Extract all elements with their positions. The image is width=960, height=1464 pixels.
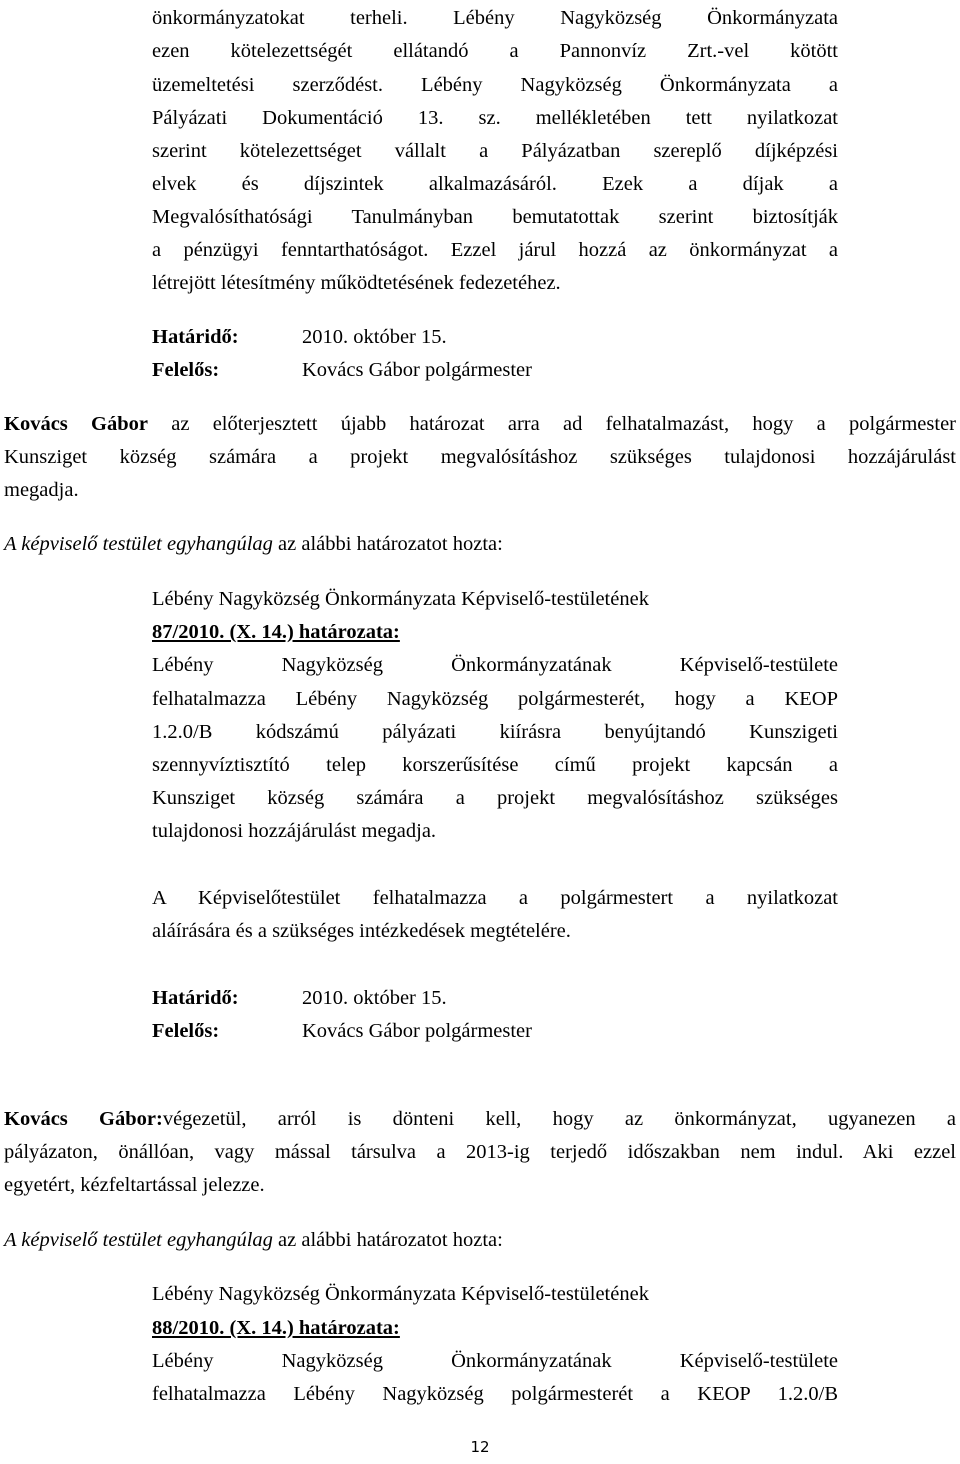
para1-line-8: a pénzügyi fenntarthatóságot. Ezzel járul hozzá az önkormányzat a xyxy=(152,239,838,261)
para1-line-1: önkormányzatokat terheli. Lébény Nagyközség Önkormányzata xyxy=(152,7,838,29)
para2-line-1 xyxy=(4,409,956,439)
responsible-label: Felelős: xyxy=(152,359,220,381)
page-number: 12 xyxy=(470,1438,490,1456)
res1-line-1: Lébény Nagyközség Önkormányzatának Képviselő-testülete xyxy=(152,654,838,676)
para1-line-2: ezen kötelezettségét ellátandó a Pannonvíz Zrt.-vel kötött xyxy=(152,40,838,62)
resolution-number-2: 88/2010. (X. 14.) határozata: xyxy=(152,1317,400,1339)
deadline-value: 2010. október 15. xyxy=(302,326,447,348)
deadline-value: 2010. október 15. xyxy=(302,987,447,1009)
responsible-value: Kovács Gábor polgármester xyxy=(302,359,532,381)
res2-line-1: Lébény Nagyközség Önkormányzatának Képviselő-testülete xyxy=(152,1350,838,1372)
speaker-name: Kovács Gábor: xyxy=(4,1108,163,1130)
deadline-row-2 xyxy=(152,983,838,1013)
para1-line-9: létrejött létesítmény működtetésének fedezetéhez. xyxy=(152,272,561,294)
para1-line-5: szerint kötelezettséget vállalt a Pályázatban szereplő díjképzési xyxy=(152,140,838,162)
deadline-row-1 xyxy=(152,322,838,352)
para1-line-6: elvek és díjszintek alkalmazásáról. Ezek a díjak a xyxy=(152,173,838,195)
speaker-name: Kovács Gábor xyxy=(4,413,148,435)
para3-line-1-text: végezetül, arról is dönteni kell, hogy az önkormányzat, ugyanezen a xyxy=(162,1108,956,1130)
res1-line-3: 1.2.0/B kódszámú pályázati kiírásra benyújtandó Kunszigeti xyxy=(152,721,838,743)
res2-line-2: felhatalmazza Lébény Nagyközség polgármesterét a KEOP 1.2.0/B xyxy=(152,1383,838,1405)
responsible-label: Felelős: xyxy=(152,1020,220,1042)
para1-line-3: üzemeltetési szerződést. Lébény Nagyközség Önkormányzata a xyxy=(152,74,838,96)
vote-text: az alábbi határozatot hozta: xyxy=(272,1229,503,1251)
para2-line-1-text: az előterjesztett újabb határozat arra ad felhatalmazást, hogy a polgármester xyxy=(147,413,956,435)
vote-line-2 xyxy=(4,1225,956,1255)
res1-line-6: tulajdonosi hozzájárulást megadja. xyxy=(152,820,437,842)
para2-line-2: Kunsziget község számára a projekt megvalósításhoz szükséges tulajdonosi hozzájárulást xyxy=(4,446,956,468)
para2-line-3: megadja. xyxy=(4,479,79,501)
responsible-row-2 xyxy=(152,1016,838,1046)
res1-p2-line-1: A Képviselőtestület felhatalmazza a polgármestert a nyilatkozat xyxy=(152,887,838,909)
para3-line-3: egyetért, kézfeltartással jelezze. xyxy=(4,1174,265,1196)
resolution-header-2: Lébény Nagyközség Önkormányzata Képviselő-testületének xyxy=(152,1283,649,1305)
para1-line-4: Pályázati Dokumentáció 13. sz. mellékletében tett nyilatkozat xyxy=(152,107,838,129)
resolution-number-1: 87/2010. (X. 14.) határozata: xyxy=(152,621,400,643)
vote-italic: A képviselő testület egyhangúlag xyxy=(4,1229,273,1251)
deadline-label: Határidő: xyxy=(152,987,239,1009)
res1-line-2: felhatalmazza Lébény Nagyközség polgármesterét, hogy a KEOP xyxy=(152,688,838,710)
responsible-value: Kovács Gábor polgármester xyxy=(302,1020,532,1042)
vote-line-1 xyxy=(4,529,956,559)
para3-line-1 xyxy=(4,1104,956,1134)
vote-italic: A képviselő testület egyhangúlag xyxy=(4,533,273,555)
vote-text: az alábbi határozatot hozta: xyxy=(272,533,503,555)
res1-p2-line-2: aláírására és a szükséges intézkedések megtételére. xyxy=(152,920,571,942)
responsible-row-1 xyxy=(152,355,838,385)
para1-line-7: Megvalósíthatósági Tanulmányban bemutatottak szerint biztosítják xyxy=(152,206,838,228)
resolution-header-1: Lébény Nagyközség Önkormányzata Képviselő-testületének xyxy=(152,588,649,610)
para3-line-2: pályázaton, önállóan, vagy mással társulva a 2013-ig terjedő időszakban nem indul. Aki ezzel xyxy=(4,1141,956,1163)
res1-line-4: szennyvíztisztító telep korszerűsítése című projekt kapcsán a xyxy=(152,754,838,776)
res1-line-5: Kunsziget község számára a projekt megvalósításhoz szükséges xyxy=(152,787,838,809)
deadline-label: Határidő: xyxy=(152,326,239,348)
